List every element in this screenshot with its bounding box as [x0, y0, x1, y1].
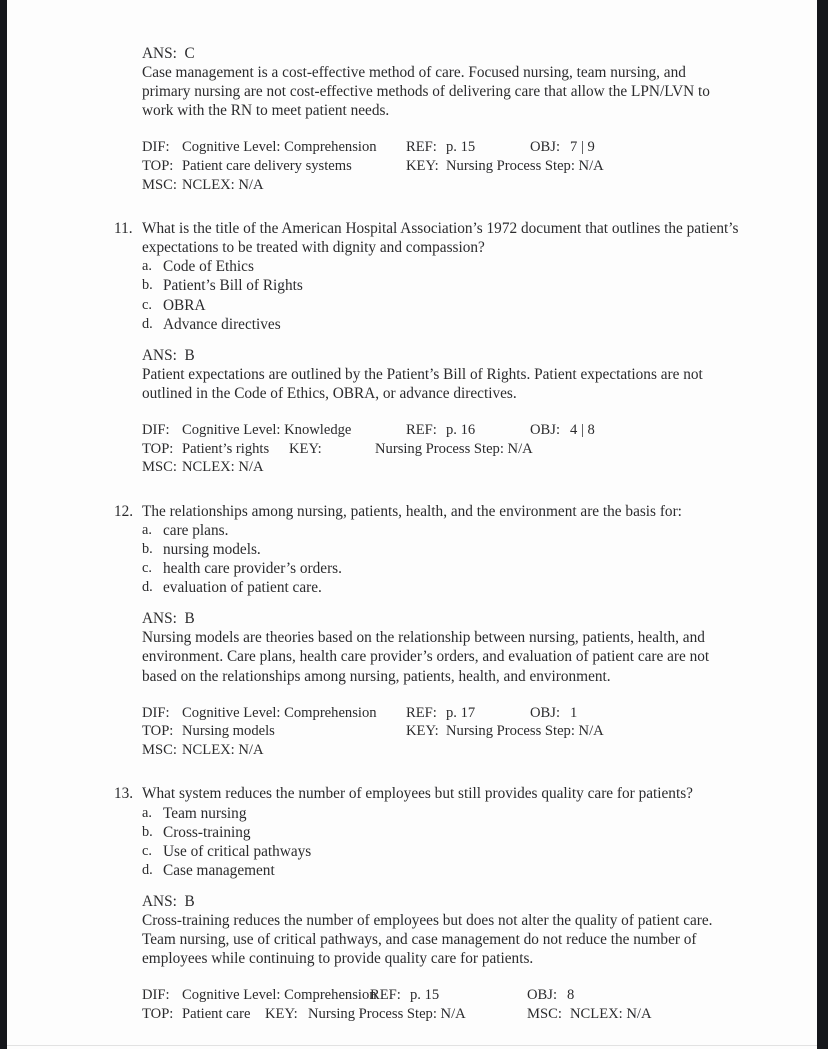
msc-value: NCLEX: N/A: [182, 459, 264, 476]
rationale-line: outlined in the Code of Ethics, OBRA, or advance directives.: [142, 384, 517, 402]
dif-label: DIF:: [142, 987, 170, 1004]
option-text: Patient’s Bill of Rights: [163, 277, 303, 295]
obj-label: OBJ:: [530, 139, 561, 156]
answer-label: ANS:: [142, 45, 177, 62]
dif-value: Cognitive Level: Comprehension: [182, 139, 377, 156]
answer-label: ANS:: [142, 610, 177, 628]
document-page: [7, 0, 817, 1049]
top-value: Patient care delivery systems: [182, 157, 352, 174]
option-letter: a.: [142, 258, 152, 275]
key-label: KEY:: [406, 723, 439, 740]
key-value: Nursing Process Step: N/A: [308, 1005, 466, 1022]
option-list: [142, 257, 758, 333]
spacer: [108, 968, 758, 986]
spacer: [108, 880, 758, 892]
question-number: 12.: [114, 502, 134, 520]
key-value: Nursing Process Step: N/A: [375, 440, 533, 457]
option-text: health care provider’s orders.: [163, 560, 342, 578]
metadata-row: [142, 1005, 758, 1024]
dif-label: DIF:: [142, 422, 170, 438]
answer-value: C: [184, 45, 195, 62]
ref-label: REF:: [406, 704, 437, 721]
dif-value: Cognitive Level: Comprehension: [182, 987, 377, 1004]
key-value: Nursing Process Step: N/A: [446, 157, 604, 174]
metadata-block: [142, 704, 758, 760]
answer-line: [142, 44, 758, 63]
spacer: [108, 120, 758, 138]
spacer: [108, 194, 758, 219]
answer-value: B: [184, 346, 195, 364]
option-text: Code of Ethics: [163, 258, 254, 276]
obj-label: OBJ:: [527, 987, 558, 1004]
obj-label: OBJ:: [530, 704, 561, 721]
option-letter: c.: [142, 296, 152, 313]
option-item[interactable]: [142, 861, 758, 880]
metadata-row: [142, 458, 758, 477]
rationale-line: employees while continuing to provide quality care for patients.: [142, 950, 534, 968]
answer-value: B: [184, 892, 195, 910]
dif-label: DIF:: [142, 139, 170, 156]
option-letter: b.: [142, 823, 153, 840]
document-content: [108, 44, 758, 1023]
option-text: OBRA: [163, 296, 206, 314]
option-item[interactable]: [142, 257, 758, 276]
msc-label: MSC:: [142, 459, 177, 476]
option-list: [142, 804, 758, 880]
question-item: [114, 502, 758, 597]
option-item[interactable]: [142, 842, 758, 861]
metadata-row: [142, 421, 758, 440]
rationale-line: based on the relationships among nursing, patients, health, and environment.: [142, 667, 611, 685]
metadata-block: [142, 986, 758, 1023]
metadata-row: [142, 440, 758, 459]
page-bottom-rule: [7, 1045, 817, 1046]
ref-value: p. 17: [446, 704, 476, 721]
option-letter: d.: [142, 315, 153, 332]
rationale-line: environment. Care plans, health care provider’s orders, and evaluation of patient care are not: [142, 648, 710, 666]
msc-label: MSC:: [142, 741, 177, 758]
option-text: Case management: [163, 861, 275, 879]
question-heading: [114, 784, 758, 803]
option-item[interactable]: [142, 296, 758, 315]
metadata-row: [142, 157, 758, 176]
msc-value: NCLEX: N/A: [570, 1005, 652, 1022]
question-text: The relationships among nursing, patients, health, and the environment are the basis for:: [142, 502, 682, 520]
top-label: TOP:: [142, 440, 174, 457]
top-label: TOP:: [142, 157, 174, 174]
answer-block: [142, 44, 758, 120]
ref-label: REF:: [406, 139, 437, 156]
rationale-line: Patient expectations are outlined by the Patient’s Bill of Rights. Patient expectations are not: [142, 365, 703, 383]
answer-block: [142, 346, 758, 403]
option-item[interactable]: [142, 578, 758, 597]
option-item[interactable]: [142, 540, 758, 559]
answer-block: [142, 609, 758, 685]
option-text: Team nursing: [163, 804, 247, 822]
option-item[interactable]: [142, 804, 758, 823]
msc-label: MSC:: [142, 176, 177, 193]
option-letter: c.: [142, 560, 152, 577]
rationale: [142, 63, 758, 120]
scan-edge-band-right: [817, 0, 828, 1049]
option-item[interactable]: [142, 276, 758, 295]
rationale-line: work with the RN to meet patient needs.: [142, 102, 390, 120]
spacer: [108, 334, 758, 346]
spacer: [108, 477, 758, 502]
obj-value: 1: [570, 704, 578, 721]
key-value: Nursing Process Step: N/A: [446, 723, 604, 740]
top-value: Patient care: [182, 1005, 251, 1022]
rationale-line: primary nursing are not cost-effective methods of delivering care that allow the LPN/LVN to: [142, 83, 710, 101]
metadata-row: [142, 704, 758, 723]
question-text-line: patient’s expectations to be treated with dignity and compassion?: [142, 220, 739, 257]
ref-value: p. 15: [410, 987, 440, 1004]
spacer: [108, 759, 758, 784]
option-item[interactable]: [142, 521, 758, 540]
key-label: KEY:: [406, 157, 439, 174]
answer-block: [142, 892, 758, 968]
msc-value: NCLEX: N/A: [182, 741, 264, 758]
spacer: [108, 403, 758, 421]
answer-value: B: [184, 610, 195, 628]
rationale-line: Cross-training reduces the number of employees but does not alter the quality of patient care.: [142, 911, 713, 929]
msc-value: NCLEX: N/A: [182, 176, 264, 193]
top-value: Patient’s rights: [182, 440, 270, 457]
rationale: [142, 628, 758, 685]
obj-value: 4 | 8: [570, 422, 595, 438]
option-letter: a.: [142, 804, 152, 821]
spacer: [108, 597, 758, 609]
question-number: 13.: [114, 785, 134, 803]
rationale-line: Case management is a cost-effective method of care. Focused nursing, team nursing, and: [142, 64, 686, 82]
obj-label: OBJ:: [530, 422, 561, 438]
top-label: TOP:: [142, 1005, 174, 1022]
answer-label: ANS:: [142, 892, 177, 910]
option-letter: a.: [142, 521, 152, 538]
option-letter: b.: [142, 277, 153, 294]
metadata-row: [142, 741, 758, 760]
question-text-line: What is the title of the American Hospital Association’s 1972 document that outlines the: [142, 220, 683, 238]
rationale: [142, 365, 758, 403]
msc-label: MSC:: [527, 1005, 562, 1022]
key-label: KEY:: [265, 1005, 298, 1022]
answer-line: [142, 346, 758, 365]
option-text: nursing models.: [163, 540, 261, 558]
metadata-row: [142, 138, 758, 157]
answer-label: ANS:: [142, 346, 177, 364]
ref-value: p. 16: [446, 422, 476, 438]
dif-value: Cognitive Level: Comprehension: [182, 704, 377, 721]
top-label: TOP:: [142, 723, 174, 740]
option-text: care plans.: [163, 521, 229, 539]
ref-value: p. 15: [446, 139, 476, 156]
option-text: Advance directives: [163, 315, 281, 333]
key-label: KEY:: [289, 440, 322, 457]
option-letter: d.: [142, 861, 153, 878]
question-text: What system reduces the number of employees but still provides quality care for patients?: [142, 785, 693, 803]
question-item: [114, 784, 758, 879]
option-text: Use of critical pathways: [163, 842, 312, 860]
option-letter: b.: [142, 540, 153, 557]
option-letter: d.: [142, 579, 153, 596]
option-text: Cross-training: [163, 823, 251, 841]
question-text: [142, 219, 758, 257]
obj-value: 7 | 9: [570, 139, 595, 156]
rationale-line: Team nursing, use of critical pathways, and case management do not reduce the number of: [142, 931, 697, 949]
option-item[interactable]: [142, 315, 758, 334]
option-item[interactable]: [142, 559, 758, 578]
option-item[interactable]: [142, 823, 758, 842]
question-heading: [114, 219, 758, 257]
dif-label: DIF:: [142, 704, 170, 721]
top-value: Nursing models: [182, 723, 275, 740]
metadata-row: [142, 722, 758, 741]
option-list: [142, 521, 758, 597]
answer-line: [142, 609, 758, 628]
dif-value: Cognitive Level: Knowledge: [182, 422, 352, 438]
question-heading: [114, 502, 758, 521]
metadata-block: [142, 421, 758, 477]
spacer: [108, 686, 758, 704]
option-letter: c.: [142, 842, 152, 859]
option-text: evaluation of patient care.: [163, 579, 322, 597]
question-item: [114, 219, 758, 334]
metadata-block: [142, 138, 758, 194]
scan-edge-band-left: [0, 0, 7, 1049]
rationale: [142, 911, 758, 968]
question-number: 11.: [114, 220, 133, 238]
ref-label: REF:: [406, 422, 437, 438]
metadata-row: [142, 986, 758, 1005]
rationale-line: Nursing models are theories based on the relationship between nursing, patients, health, and: [142, 629, 705, 647]
ref-label: REF:: [370, 987, 401, 1004]
answer-line: [142, 892, 758, 911]
obj-value: 8: [567, 987, 575, 1004]
metadata-row: [142, 176, 758, 195]
